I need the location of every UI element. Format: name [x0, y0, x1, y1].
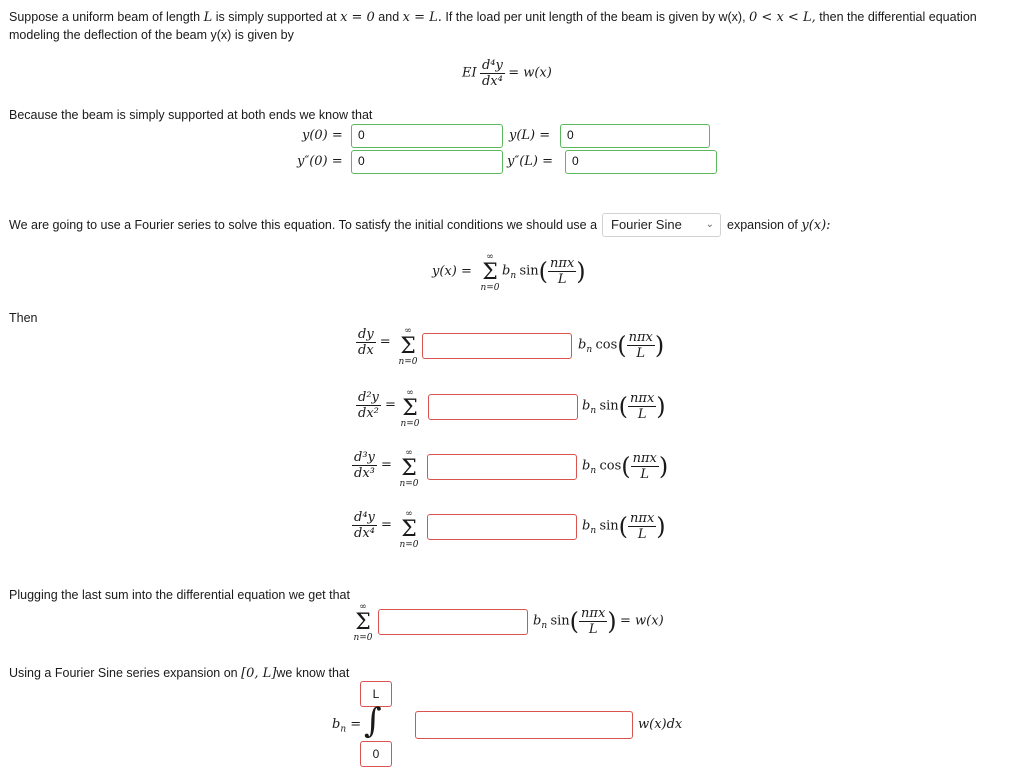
series-lhs: y(x) =	[432, 264, 472, 279]
y0-input[interactable]: 0	[351, 124, 503, 148]
deriv-2-input[interactable]	[428, 394, 578, 420]
yL-label: y(L) =	[509, 128, 551, 143]
plug-text: Plugging the last sum into the differential equation we get that	[9, 588, 350, 602]
y0-label: y(0) =	[302, 128, 343, 143]
chevron-down-icon: ⌄	[705, 219, 714, 230]
deriv-1-sigma: ∞ Σ n=0	[398, 326, 418, 367]
yppL-label: y″(L) =	[507, 154, 554, 169]
series-term: $b_n$ sin( $\frac{\text{nπx}}{L}$ )	[502, 256, 586, 287]
deriv-2-sigma: ∞ Σ n=0	[400, 388, 420, 429]
deriv-3-term: $b_n$ cos( $\frac{\text{nπx}}{L}$ )	[582, 451, 669, 482]
upper-limit-input[interactable]: L	[360, 681, 392, 707]
deriv-2-term: $b_n$ sin( $\frac{\text{nπx}}{L}$ )	[582, 391, 666, 422]
bc-heading: Because the beam is simply supported at both ends we know that	[9, 108, 373, 122]
deriv-3-input[interactable]	[427, 454, 577, 480]
plug-term: $b_n$ sin( $\frac{\text{nπx}}{L}$ ) = w(x)	[533, 606, 664, 637]
plug-input[interactable]	[378, 609, 528, 635]
deriv-2-lhs: $\frac{\text{d²y}}{\text{dx²}}$ =	[358, 390, 396, 421]
deriv-3-sigma: ∞ Σ n=0	[399, 448, 419, 489]
main-equation: EI $\frac{\text{d⁴y}}{\text{dx⁴}}$ = w(x)	[462, 58, 552, 89]
deriv-1-term: $b_n$ cos( $\frac{\text{nπx}}{L}$ )	[578, 330, 665, 361]
deriv-3-lhs: $\frac{\text{d³y}}{\text{dx³}}$ =	[354, 450, 392, 481]
fourier-after: expansion of y(x):	[727, 218, 831, 233]
deriv-4-term: $b_n$ sin( $\frac{\text{nπx}}{L}$ )	[582, 511, 666, 542]
coef-lhs: $b_n$ =	[332, 717, 362, 735]
fourier-sentence: We are going to use a Fourier series to solve this equation. To satisfy the initial conditions we should use a	[9, 218, 598, 232]
yppL-input[interactable]: 0	[565, 150, 717, 174]
deriv-4-sigma: ∞ Σ n=0	[399, 509, 419, 550]
plug-sigma: ∞ Σ n=0	[353, 602, 373, 643]
ypp0-label: y″(0) =	[297, 154, 343, 169]
series-sigma: ∞ Σ n=0	[480, 252, 500, 293]
then-label: Then	[9, 311, 38, 325]
integrand-tail: w(x)dx	[638, 717, 683, 732]
deriv-1-lhs: $\frac{dy}{dx}$ =	[358, 327, 391, 358]
coef-text: Using a Fourier Sine series expansion on [0, L]we know that	[9, 666, 350, 681]
integral-sign: ∫	[364, 701, 382, 741]
deriv-4-input[interactable]	[427, 514, 577, 540]
deriv-4-lhs: $\frac{\text{d⁴y}}{\text{dx⁴}}$ =	[354, 510, 392, 541]
intro-line-2: modeling the deflection of the beam y(x) is given by	[9, 28, 294, 42]
intro-line-1: Suppose a uniform beam of length L is simply supported at x = 0 and x = L. If the load per unit length of the beam is given by w(x), 0 < x < L, then the differential equation	[9, 10, 977, 25]
deriv-1-input[interactable]	[422, 333, 572, 359]
series-type-select[interactable]: Fourier Sine ⌄	[602, 213, 721, 237]
integrand-input[interactable]	[415, 711, 633, 739]
yL-input[interactable]: 0	[560, 124, 710, 148]
lower-limit-input[interactable]: 0	[360, 741, 392, 767]
ypp0-input[interactable]: 0	[351, 150, 503, 174]
